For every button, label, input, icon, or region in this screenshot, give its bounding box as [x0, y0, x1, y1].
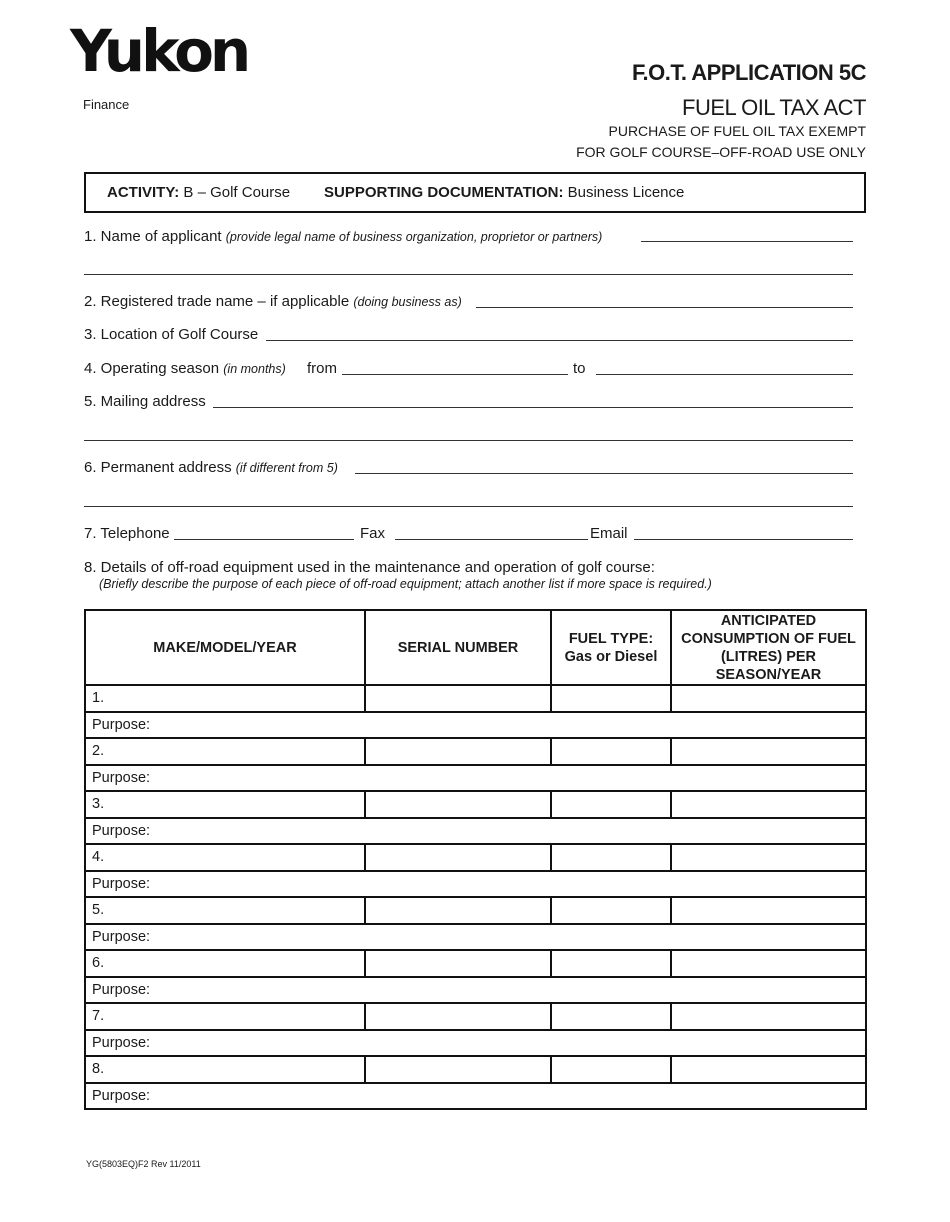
- subtitle-line-1: PURCHASE OF FUEL OIL TAX EXEMPT: [608, 123, 866, 139]
- purpose-cell[interactable]: Purpose:: [85, 1083, 866, 1110]
- season-to-label: to: [573, 360, 586, 377]
- mailing-address-label: 5. Mailing address: [84, 393, 206, 410]
- row-number[interactable]: 2.: [85, 738, 365, 765]
- table-row: [85, 1003, 866, 1030]
- row-number[interactable]: 7.: [85, 1003, 365, 1030]
- equipment-details-note: (Briefly describe the purpose of each piece of off-road equipment; attach another list if more space is required.): [99, 577, 712, 591]
- row-number[interactable]: 3.: [85, 791, 365, 818]
- serial-cell[interactable]: [365, 950, 551, 977]
- fuel-type-cell[interactable]: [551, 791, 671, 818]
- season-from-field[interactable]: [342, 374, 568, 375]
- consumption-cell[interactable]: [671, 897, 866, 924]
- table-row: [85, 685, 866, 712]
- table-row: [85, 950, 866, 977]
- serial-cell[interactable]: [365, 897, 551, 924]
- consumption-cell[interactable]: [671, 844, 866, 871]
- applicant-name-field[interactable]: [641, 241, 853, 242]
- header-anticipated-consumption: ANTICIPATED CONSUMPTION OF FUEL (LITRES) PER SEASON/YEAR: [671, 610, 866, 685]
- consumption-cell[interactable]: [671, 791, 866, 818]
- form-code: YG(5803EQ)F2 Rev 11/2011: [86, 1159, 201, 1169]
- permanent-address-label: 6. Permanent address (if different from 5): [84, 459, 338, 476]
- table-row: [85, 738, 866, 765]
- fuel-type-cell[interactable]: [551, 844, 671, 871]
- permanent-address-field[interactable]: [355, 473, 853, 474]
- applicant-name-label: 1. Name of applicant (provide legal name of business organization, proprietor or partners): [84, 228, 603, 245]
- fuel-type-cell[interactable]: [551, 1003, 671, 1030]
- row-number[interactable]: 1.: [85, 685, 365, 712]
- table-row: [85, 897, 866, 924]
- supporting-documentation: SUPPORTING DOCUMENTATION: Business Licence: [324, 184, 685, 201]
- activity: ACTIVITY: B – Golf Course: [107, 184, 291, 201]
- season-to-field[interactable]: [596, 374, 853, 375]
- serial-cell[interactable]: [365, 844, 551, 871]
- purpose-row: [85, 871, 866, 898]
- consumption-cell[interactable]: [671, 950, 866, 977]
- equipment-table: [84, 609, 867, 1110]
- season-from-label: from: [307, 360, 337, 377]
- purpose-row: [85, 977, 866, 1004]
- purpose-row: [85, 1030, 866, 1057]
- fuel-type-cell[interactable]: [551, 685, 671, 712]
- table-row: [85, 844, 866, 871]
- trade-name-field[interactable]: [476, 307, 853, 308]
- purpose-cell[interactable]: Purpose:: [85, 871, 866, 898]
- act-title: FUEL OIL TAX ACT: [682, 95, 866, 120]
- fuel-type-cell[interactable]: [551, 738, 671, 765]
- purpose-cell[interactable]: Purpose:: [85, 924, 866, 951]
- purpose-row: [85, 712, 866, 739]
- table-row: [85, 791, 866, 818]
- yukon-logo: Yukon: [70, 17, 248, 85]
- operating-season-label: 4. Operating season (in months): [84, 360, 286, 377]
- row-number[interactable]: 6.: [85, 950, 365, 977]
- fax-field[interactable]: [395, 539, 588, 540]
- permanent-address-field-line2[interactable]: [84, 506, 853, 507]
- department-name: Finance: [83, 97, 130, 112]
- fax-label: Fax: [360, 525, 386, 542]
- serial-cell[interactable]: [365, 791, 551, 818]
- location-field[interactable]: [266, 340, 853, 341]
- activity-box: [84, 172, 866, 213]
- table-row: [85, 1056, 866, 1083]
- purpose-cell[interactable]: Purpose:: [85, 818, 866, 845]
- mailing-address-field-line2[interactable]: [84, 440, 853, 441]
- row-number[interactable]: 5.: [85, 897, 365, 924]
- consumption-cell[interactable]: [671, 1056, 866, 1083]
- location-label: 3. Location of Golf Course: [84, 326, 259, 343]
- purpose-cell[interactable]: Purpose:: [85, 1030, 866, 1057]
- serial-cell[interactable]: [365, 738, 551, 765]
- row-number[interactable]: 8.: [85, 1056, 365, 1083]
- telephone-field[interactable]: [174, 539, 354, 540]
- consumption-cell[interactable]: [671, 738, 866, 765]
- consumption-cell[interactable]: [671, 1003, 866, 1030]
- email-label: Email: [590, 525, 628, 542]
- serial-cell[interactable]: [365, 685, 551, 712]
- email-field[interactable]: [634, 539, 853, 540]
- subtitle-line-2: FOR GOLF COURSE–OFF-ROAD USE ONLY: [576, 144, 866, 160]
- consumption-cell[interactable]: [671, 685, 866, 712]
- fuel-type-cell[interactable]: [551, 950, 671, 977]
- header-make-model-year: MAKE/MODEL/YEAR: [85, 610, 365, 685]
- telephone-label: 7. Telephone: [84, 525, 170, 542]
- purpose-cell[interactable]: Purpose:: [85, 765, 866, 792]
- purpose-cell[interactable]: Purpose:: [85, 712, 866, 739]
- fuel-type-cell[interactable]: [551, 897, 671, 924]
- purpose-cell[interactable]: Purpose:: [85, 977, 866, 1004]
- form-title: F.O.T. APPLICATION 5C: [632, 60, 866, 85]
- header-serial-number: SERIAL NUMBER: [365, 610, 551, 685]
- fuel-type-cell[interactable]: [551, 1056, 671, 1083]
- serial-cell[interactable]: [365, 1056, 551, 1083]
- row-number[interactable]: 4.: [85, 844, 365, 871]
- serial-cell[interactable]: [365, 1003, 551, 1030]
- purpose-row: [85, 1083, 866, 1110]
- purpose-row: [85, 765, 866, 792]
- mailing-address-field[interactable]: [213, 407, 853, 408]
- purpose-row: [85, 818, 866, 845]
- purpose-row: [85, 924, 866, 951]
- applicant-name-field-line2[interactable]: [84, 274, 853, 275]
- equipment-details-label: 8. Details of off-road equipment used in the maintenance and operation of golf course:: [84, 559, 655, 576]
- header-fuel-type: FUEL TYPE: Gas or Diesel: [551, 610, 671, 685]
- trade-name-label: 2. Registered trade name – if applicable (doing business as): [84, 293, 462, 310]
